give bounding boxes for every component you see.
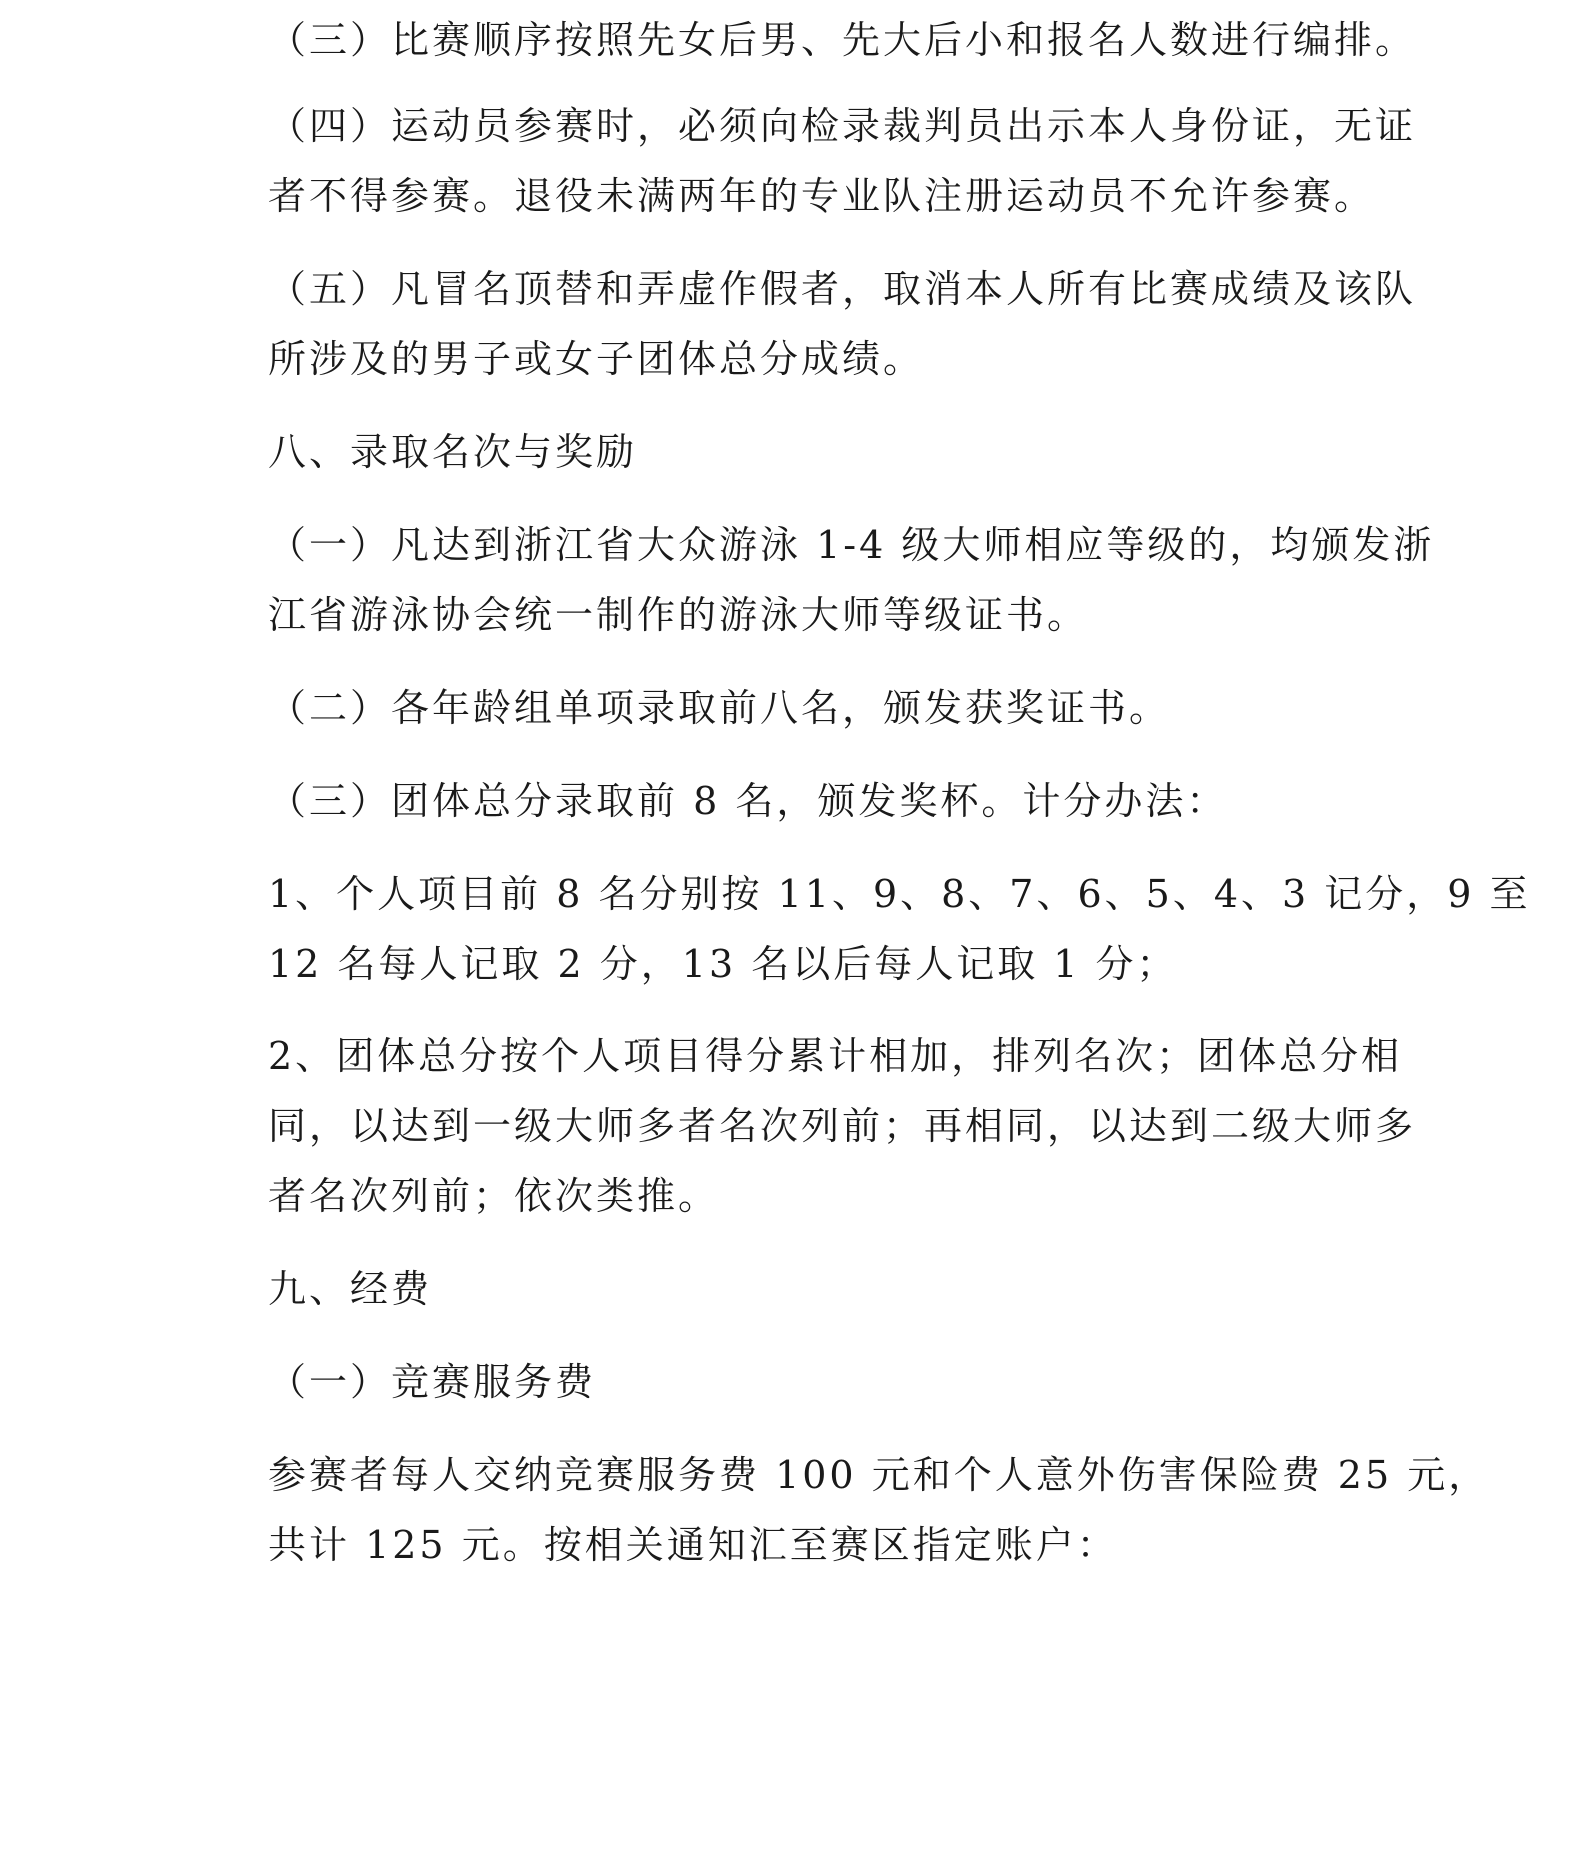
scoring-rule-1-line-1: 1、个人项目前 8 名分别按 11、9、8、7、6、5、4、3 记分，9 至 bbox=[268, 872, 1531, 916]
section-8-item-1-line-2: 江省游泳协会统一制作的游泳大师等级证书。 bbox=[268, 593, 1089, 637]
scoring-rule-2-line-2: 同，以达到一级大师多者名次列前；再相同，以达到二级大师多 bbox=[268, 1104, 1417, 1148]
section-9-item-1-heading: （一）竞赛服务费 bbox=[268, 1360, 597, 1404]
para-4-id-check-line-1: （四）运动员参赛时，必须向检录裁判员出示本人身份证，无证 bbox=[268, 104, 1417, 148]
para-5-fraud-line-1: （五）凡冒名顶替和弄虚作假者，取消本人所有比赛成绩及该队 bbox=[268, 267, 1417, 311]
para-4-id-check-line-2: 者不得参赛。退役未满两年的专业队注册运动员不允许参赛。 bbox=[268, 174, 1376, 218]
section-8-item-1-line-1: （一）凡达到浙江省大众游泳 1-4 级大师相应等级的，均颁发浙 bbox=[268, 523, 1435, 567]
para-5-fraud-line-2: 所涉及的男子或女子团体总分成绩。 bbox=[268, 337, 925, 381]
para-3-order-line: （三）比赛顺序按照先女后男、先大后小和报名人数进行编排。 bbox=[268, 18, 1417, 62]
scoring-rule-2-line-3: 者名次列前；依次类推。 bbox=[268, 1174, 720, 1218]
service-fee-line-1: 参赛者每人交纳竞赛服务费 100 元和个人意外伤害保险费 25 元， bbox=[268, 1453, 1490, 1497]
section-9-heading: 九、经费 bbox=[268, 1267, 433, 1311]
section-8-item-2-line: （二）各年龄组单项录取前八名，颁发获奖证书。 bbox=[268, 686, 1171, 730]
scoring-rule-2-line-1: 2、团体总分按个人项目得分累计相加，排列名次；团体总分相 bbox=[268, 1034, 1403, 1078]
section-8-heading: 八、录取名次与奖励 bbox=[268, 430, 638, 474]
section-8-item-3-line: （三）团体总分录取前 8 名，颁发奖杯。计分办法： bbox=[268, 779, 1228, 823]
service-fee-line-2: 共计 125 元。按相关通知汇至赛区指定账户： bbox=[268, 1523, 1118, 1567]
scoring-rule-1-line-2: 12 名每人记取 2 分，13 名以后每人记取 1 分； bbox=[268, 942, 1178, 986]
